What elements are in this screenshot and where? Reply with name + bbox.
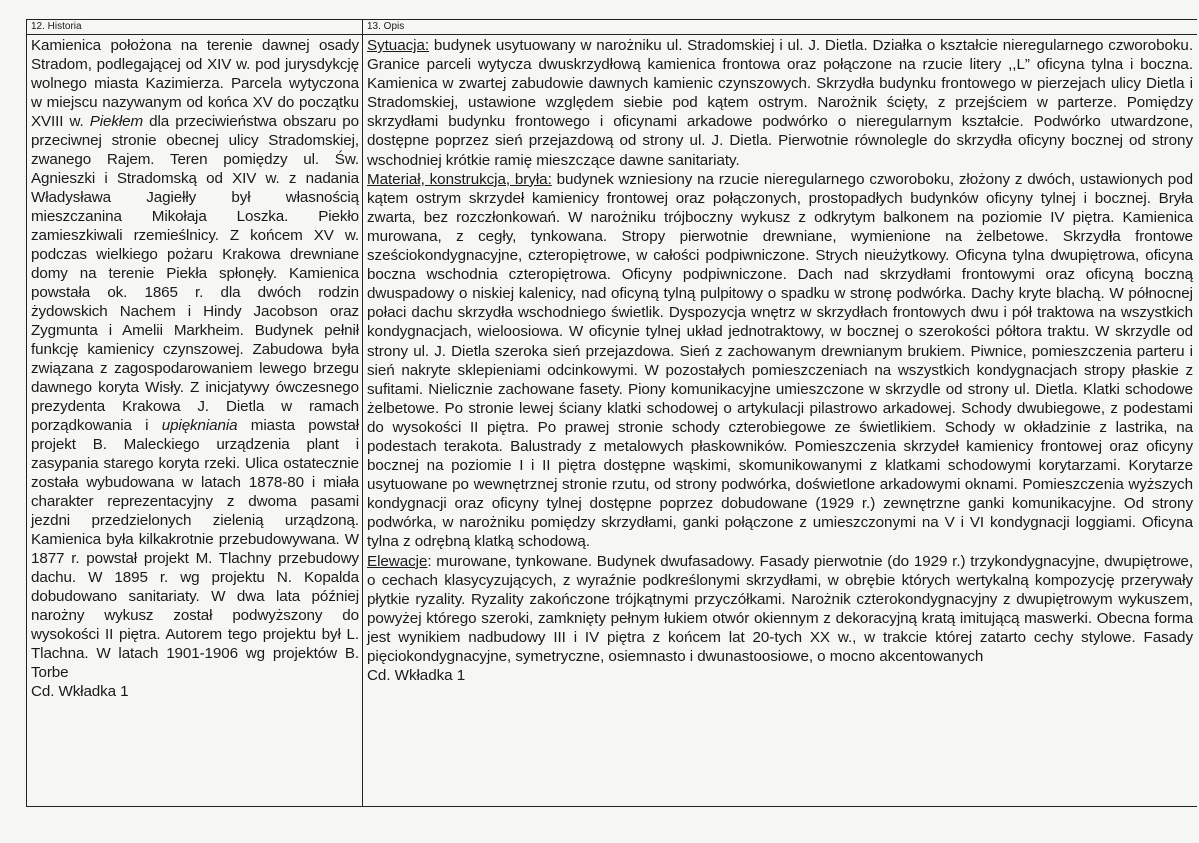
history-header: 12. Historia: [27, 20, 362, 35]
construction-label: Materiał, konstrukcja, bryła:: [367, 170, 552, 188]
history-text-part-b: dla przeciwieństwa obszaru po przeciwnej stronie obecnej ulicy Stradomskiej, zwanego Rajem. Teren pomiędzy ul. Św. Agnieszki i Stradomską od XIV w. z nadania Władysława Jagiełły był własnością mieszczanina Mikołaja Loszka. Piekło zamieszkiwali rzemieślnicy. Z końcem XV w. podczas wielkiego pożaru Krakowa drewniane domy na terenie Piekła spłonęły. Kamienica powstała ok. 1865 r. dla dwóch rodzin żydowskich Nachem i Hindy Jacobson oraz Zygmunta i Amelii Markheim. Budynek pełnił funkcję kamienicy czynszowej. Zabudowa była związana z zagospodarowaniem lewego brzegu dawnego koryta Wisły. Z inicjatywy ówczesnego prezydenta Krakowa J. Dietla w ramach porządkowania i: [31, 113, 359, 434]
elevations-label: Elewacje: [367, 552, 428, 570]
history-column: [27, 20, 363, 806]
history-continued-note: Cd. Wkładka 1: [31, 683, 129, 700]
description-header: 13. Opis: [363, 20, 1197, 35]
construction-paragraph: [367, 170, 1193, 552]
situation-text: budynek usytuowany w narożniku ul. Stradomskiej i ul. J. Dietla. Działka o kształcie nieregularnego czworoboku. Granice parceli wytycza dwuskrzydłową kamienica frontowa oraz połączone na rzucie litery ,,L” oficyna tylna i boczna. Kamienica w zwartej zabudowie dawnych kamienic czynszowych. Skrzydła budynku frontowego w pierzejach ulicy Dietla i Stradomskiej, ustawione względem siebie pod kątem ostrym. Narożnik ścięty, z przejściem w parterze. Pomiędzy skrzydłami budynku frontowego i oficynami arkadowe podwórko o nieregularnym kształcie. Podwórko utwardzone, dostępne poprzez sień przejazdową od strony ul. J. Dietla. Pierwotnie równolegle do skrzydła oficyny bocznej od strony wschodniej krótkie ramię mieszczące dawne sanitariaty.: [367, 37, 1193, 169]
history-text-part-a: Kamienica położona na terenie dawnej osady Stradom, podlegającej od XIV w. pod jurysdykcję wolnego miasta Kazimierza. Parcela wytyczona w miejscu nazywanym od końca XV do początku XVIII w.: [31, 37, 359, 130]
history-italic-a: Piekłem: [89, 113, 144, 130]
history-text: [27, 35, 362, 701]
elevations-text: : murowane, tynkowane. Budynek dwufasadowy. Fasady pierwotnie (do 1929 r.) trzykondygnacyjne, dwupiętrowe, o cechach klasycyzujących, z wyraźnie podkreślonymi skrzydłami, w obrębie których wertykalną kompozycję przerywały płytkie ryzality. Ryzality zakończone trójkątnymi przyczółkami. Narożnik czterokondygnacyjny z dwupiętrowym wykuszem, powyżej którego szeroki, zamknięty pełnym łukiem otwór okiennym z dekoracyjną kratą imitującą maswerki. Obecna forma jest wynikiem nadbudowy III i IV piętra z końcem lat 20-tych XX w., w trakcie której zatarto cechy stylowe. Fasady pięciokondygnacyjne, symetryczne, osiemnasto i dwunastoosiowe, o mocno akcentowanych: [367, 552, 1193, 665]
situation-label: Sytuacja:: [367, 37, 430, 54]
construction-text: budynek wzniesiony na rzucie nieregularnego czworoboku, złożony z dwóch, ustawionych pod kątem ostrym skrzydeł kamienicy frontowej oraz połączonych, prostopadłych budynków oficyny tylnej i bocznej. Bryła zwarta, bez rozczłonkowań. W narożniku trójboczny wykusz z odkrytym balkonem na poziomie IV piętra. Kamienica murowana, z cegły, tynkowana. Stropy pierwotnie drewniane, wymienione na żelbetowe. Skrzydła frontowe sześciokondygnacyjne, czteropiętrowe, w całości podpiwniczone. Strych nieużytkowy. Oficyna tylna dwupiętrowa, oficyna boczna wschodnia czteropiętrowa. Oficyny podpiwniczone. Dach nad skrzydłami frontowymi oraz oficyną boczną dwuspadowy o niskiej kalenicy, nad oficyną tylną pulpitowy o spadku w stronę podwórka. Dachy kryte blachą. W północnej połaci dachu skrzydła wschodniego świetlik. Dyspozycja wnętrz w skrzydłach frontowych dwu i pół traktowa na wszystkich kondygnacjach, wieloosiowa. W oficynie tylnej układ jednotraktowy, w bocznej o szerokości półtora traktu. W skrzydle od strony ul. J. Dietla szeroka sień przejazdowa. Sień z zachowanym drewnianym brukiem. Piwnice, pomieszczenia parteru i sień nakryte sklepieniami odcinkowymi. W pozostałych pomieszczeniach na wszystkich kondygnacjach stropy płaskie z sufitami. Nielicznie zachowane fasety. Piony komunikacyjne umieszczone w skrzydle od strony ul. Dietla. Klatki schodowe żelbetowe. Po stronie lewej ściany klatki schodowej o artykulacji pilastrowo arkadowej. Schody dwubiegowe, z podestami do wysokości II piętra. Po prawej stronie schody czterobiegowe ze świetlikiem. Schody w okładzinie z lastrika, na podestach terakota. Balustrady z metalowych płaskowników. Pomieszczenia skrzydeł kamienicy frontowej oraz oficyny bocznej na poziomie I i II piętra dostępne wąskimi, skomunikowanymi z klatkami schodowymi korytarzami. Korytarze usytuowane po wewnętrznej stronie rzutu, od strony podwórka, doświetlone arkadowymi oknami. Pomieszczenia wyższych kondygnacji oraz oficyny tylnej dostępne poprzez dobudowane (1929 r.) zewnętrzne ganki komunikacyjne. Od strony podwórka, w narożniku pomiędzy skrzydłami, ganki połączone z umieszczonymi na V i VI kondygnacji loggiami. Oficyna tylna z odrębną klatką schodową.: [367, 170, 1193, 551]
document-sheet: [26, 19, 1197, 807]
description-column: [363, 20, 1197, 806]
situation-paragraph: [367, 36, 1193, 170]
description-continued-note: Cd. Wkładka 1: [367, 667, 466, 685]
history-text-part-c: miasta powstał projekt B. Maleckiego urządzenia plant i zasypania starego koryta rzeki. Ulica ostatecznie została wybudowana w latach 1878-80 i miała charakter reprezentacyjny z dwoma pasami jezdni przedzielonych zielenią urządzoną. Kamienica była kilkakrotnie przebudowywana. W 1877 r. powstał projekt M. Tlachny przebudowy dachu. W 1895 r. wg projektu N. Kopalda dobudowano sanitariaty. W dwa lata później narożny wykusz został podwyższony do wysokości II piętra. Autorem tego projektu był L. Tlachna. W latach 1901-1906 wg projektów B. Torbe: [31, 417, 360, 681]
description-text: [363, 35, 1197, 685]
history-italic-b: upiękniania: [161, 417, 238, 434]
elevations-paragraph: [367, 552, 1193, 667]
